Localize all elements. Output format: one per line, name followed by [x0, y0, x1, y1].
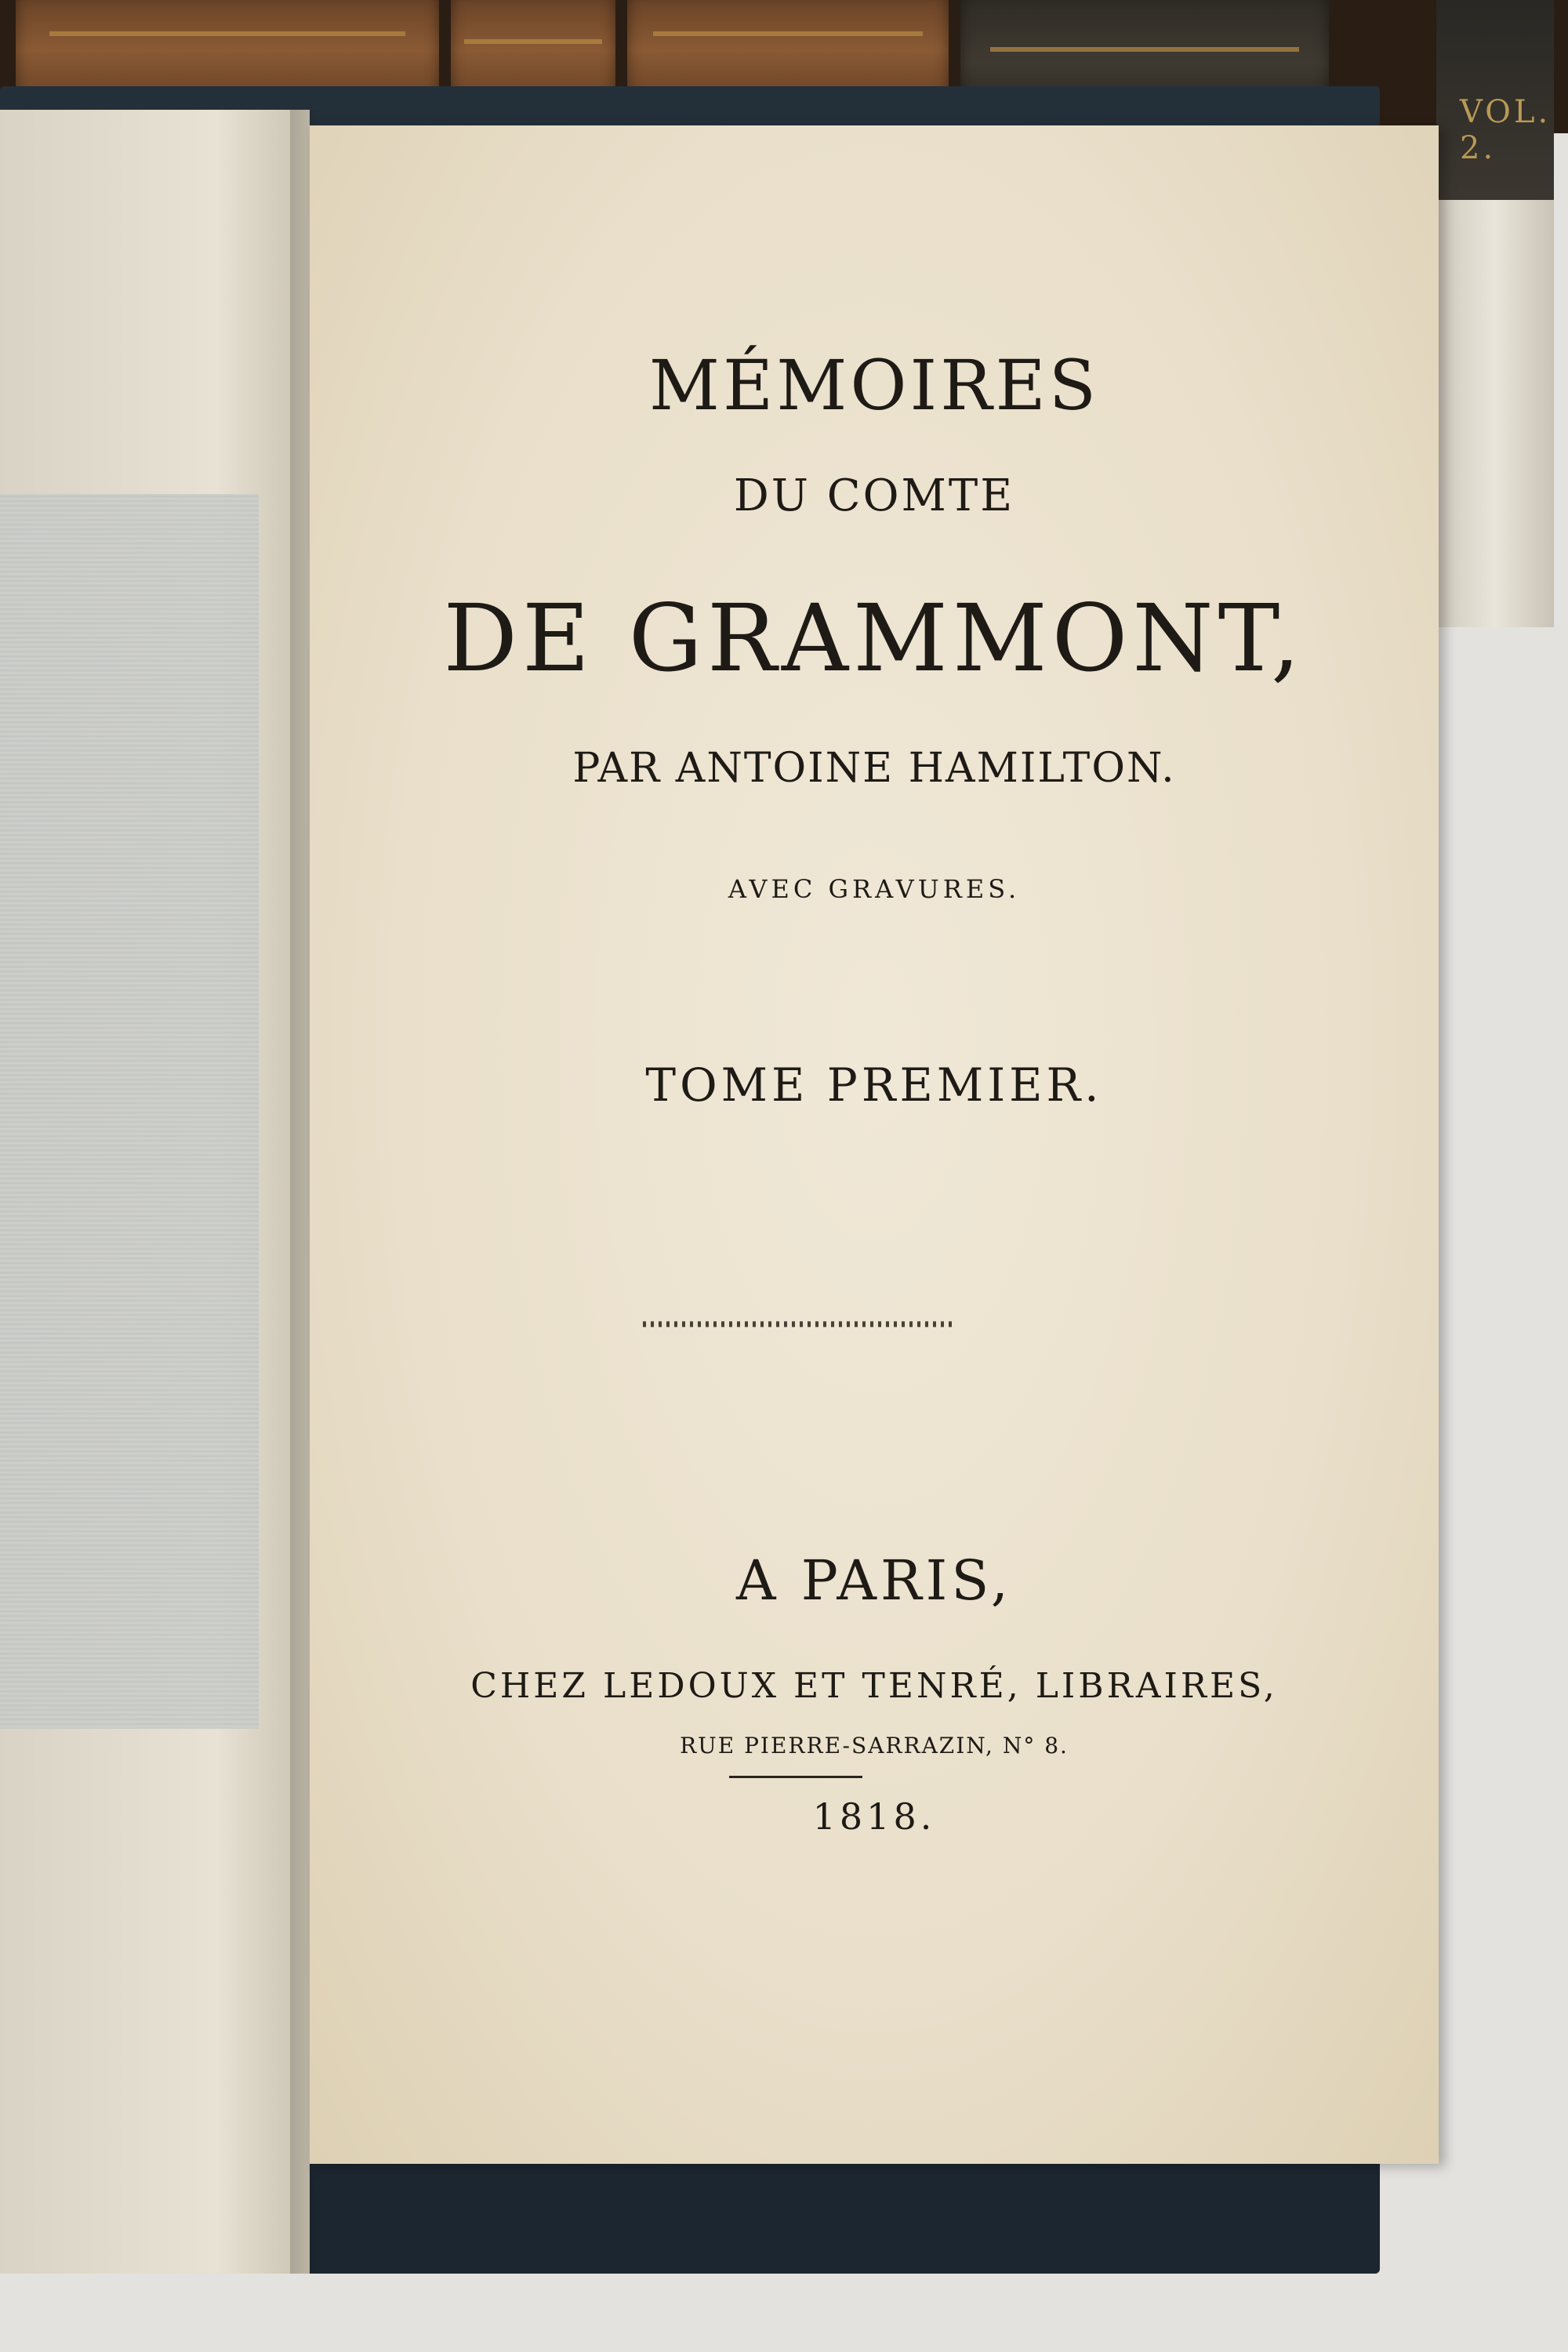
imprint-place: A PARIS, [735, 1548, 1013, 1613]
volume-line: TOME PREMIER. [645, 1058, 1103, 1112]
title-memoires: MÉMOIRES [648, 345, 1100, 426]
imprint-year: 1818. [812, 1795, 936, 1838]
illustrations-note: AVEC GRAVURES. [728, 874, 1021, 904]
spine-label [1436, 0, 1554, 200]
title-du-comte: DU COMTE [733, 470, 1015, 521]
imprint-publisher: CHEZ LEDOUX ET TENRÉ, LIBRAIRES, [470, 1666, 1278, 1706]
author-line: PAR ANTOINE HAMILTON. [572, 745, 1176, 792]
title-de-grammont: DE GRAMMONT, [443, 584, 1305, 692]
left-page [0, 110, 310, 2274]
spine-label-text: VOL. 2. [1460, 94, 1552, 166]
ornamental-rule [643, 1317, 956, 1331]
imprint-rule [729, 1776, 862, 1778]
title-page [310, 125, 1439, 2164]
standing-volume [1436, 0, 1554, 627]
engraving-plate [0, 494, 259, 1729]
imprint-address: RUE PIERRE-SARRAZIN, N° 8. [680, 1733, 1069, 1759]
